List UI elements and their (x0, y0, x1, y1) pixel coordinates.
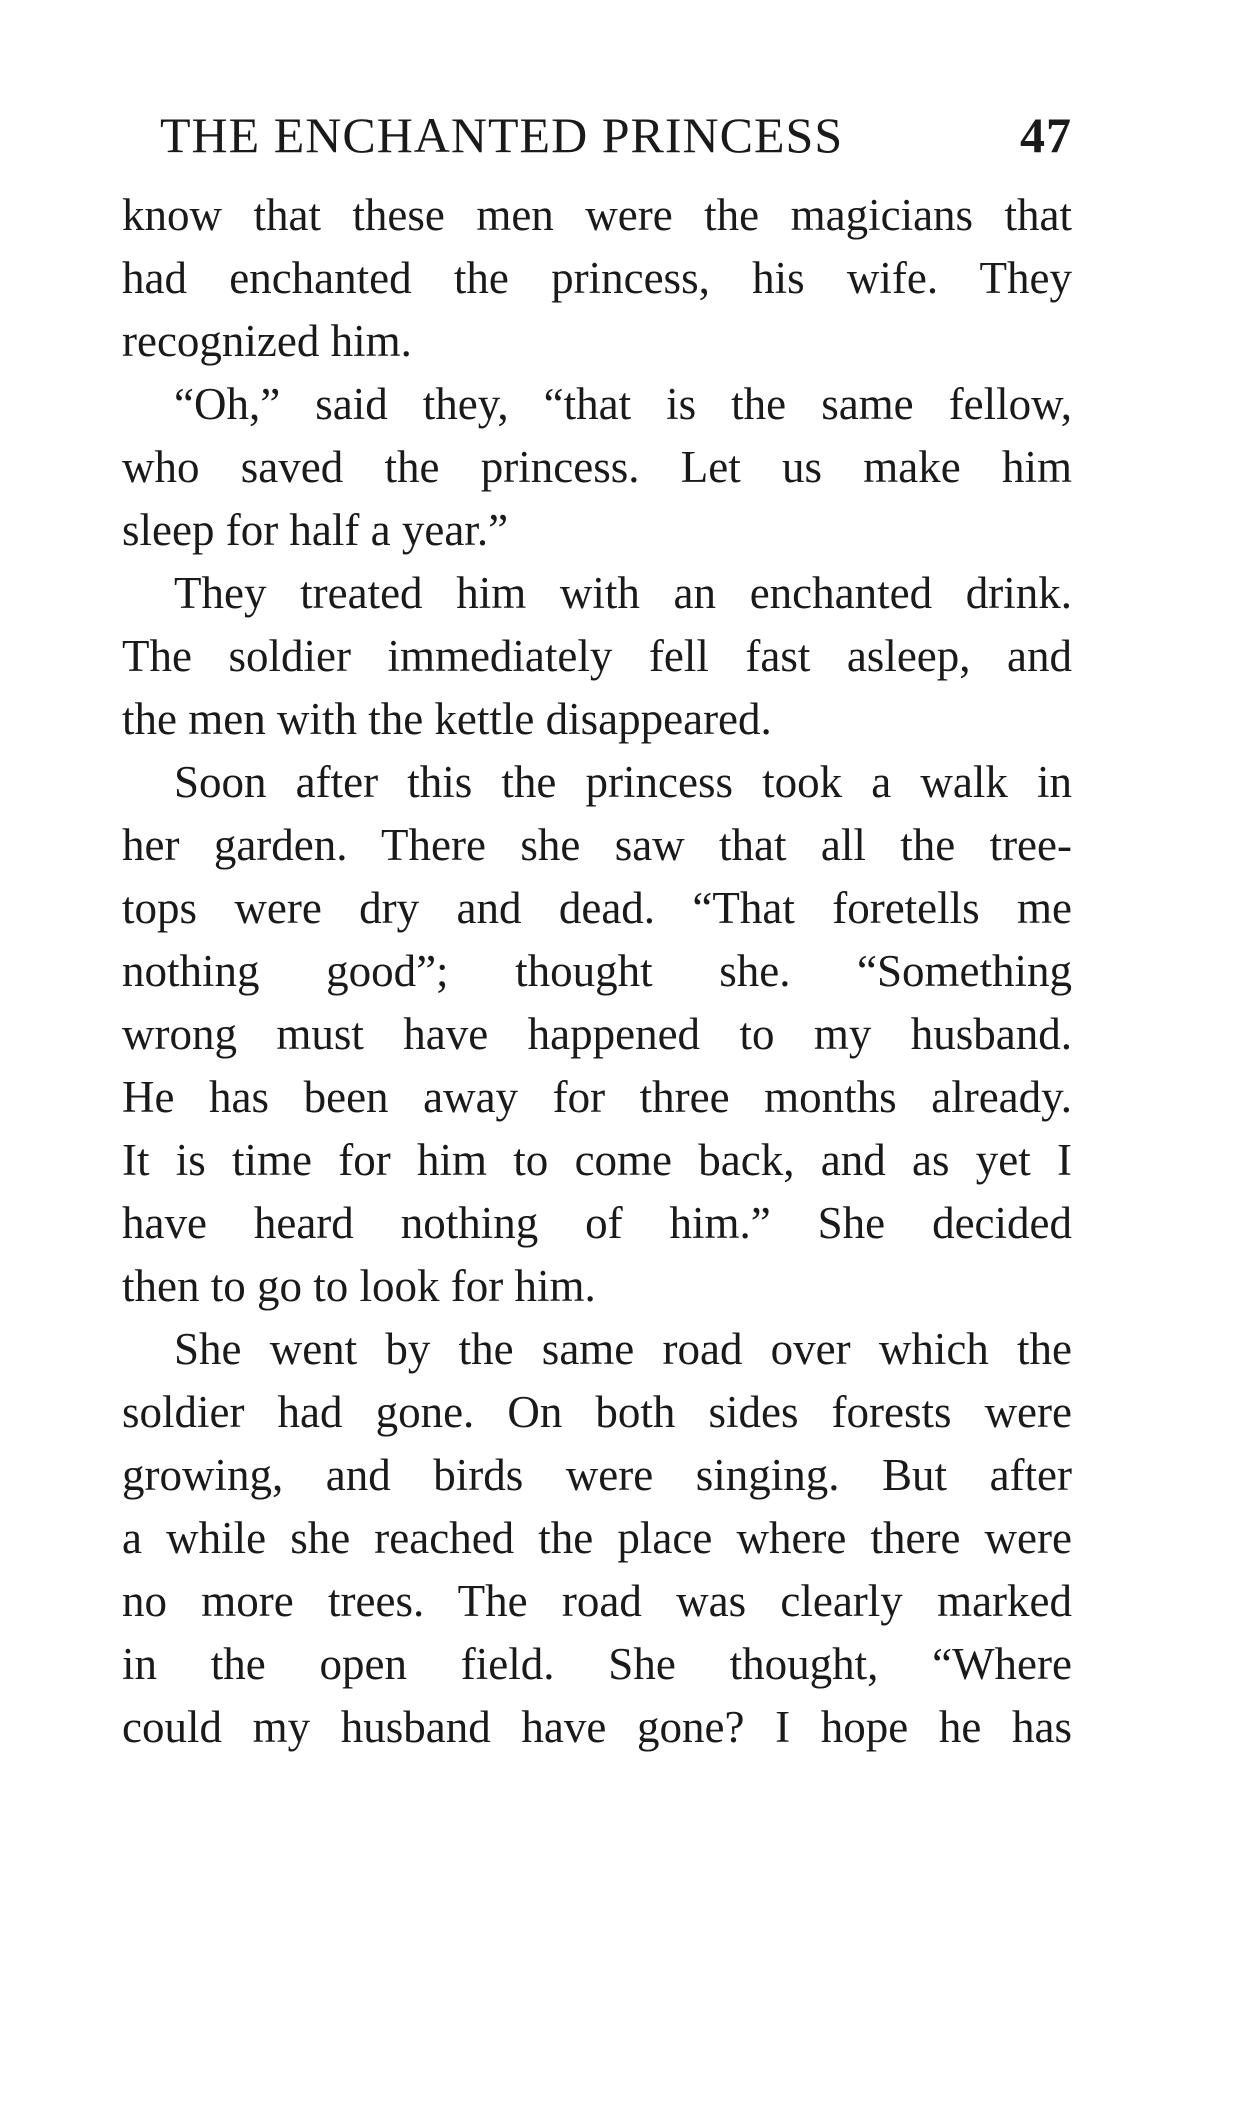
text-line: then to go to look for him. (122, 1261, 596, 1311)
text-line: know that these men were the magicians that (122, 190, 1072, 240)
text-line: growing, and birds were singing. But after (122, 1450, 1072, 1500)
text-line: a while she reached the place where there were (122, 1513, 1072, 1563)
text-line: in the open field. She thought, “Where (122, 1639, 1072, 1689)
paragraph (122, 1318, 1072, 1759)
body-text (122, 184, 1072, 1759)
chapter-title: THE ENCHANTED PRINCESS (160, 107, 844, 163)
paragraph (122, 184, 1072, 373)
text-line: wrong must have happened to my husband. (122, 1009, 1072, 1059)
text-line: the men with the kettle disappeared. (122, 694, 772, 744)
text-line: tops were dry and dead. “That foretells me (122, 883, 1072, 933)
text-line: her garden. There she saw that all the tree- (122, 820, 1072, 870)
text-line: no more trees. The road was clearly marked (122, 1576, 1072, 1626)
text-line: nothing good”; thought she. “Something (122, 946, 1072, 996)
text-line: have heard nothing of him.” She decided (122, 1198, 1072, 1248)
text-line: had enchanted the princess, his wife. They (122, 253, 1072, 303)
text-line: could my husband have gone? I hope he has (122, 1702, 1072, 1752)
paragraph (122, 562, 1072, 751)
text-line: who saved the princess. Let us make him (122, 442, 1072, 492)
text-line: soldier had gone. On both sides forests were (122, 1387, 1072, 1437)
page-number: 47 (1020, 107, 1072, 163)
text-line: She went by the same road over which the (174, 1324, 1072, 1374)
paragraph (122, 751, 1072, 1318)
text-line: It is time for him to come back, and as yet I (122, 1135, 1072, 1185)
text-line: sleep for half a year.” (122, 505, 509, 555)
paragraph (122, 373, 1072, 562)
text-line: Soon after this the princess took a walk in (174, 757, 1072, 807)
text-line: “Oh,” said they, “that is the same fellow, (174, 379, 1072, 429)
text-line: They treated him with an enchanted drink. (174, 568, 1072, 618)
text-line: He has been away for three months already. (122, 1072, 1072, 1122)
text-line: The soldier immediately fell fast asleep, and (122, 631, 1072, 681)
running-head (160, 100, 1072, 170)
text-line: recognized him. (122, 316, 412, 366)
